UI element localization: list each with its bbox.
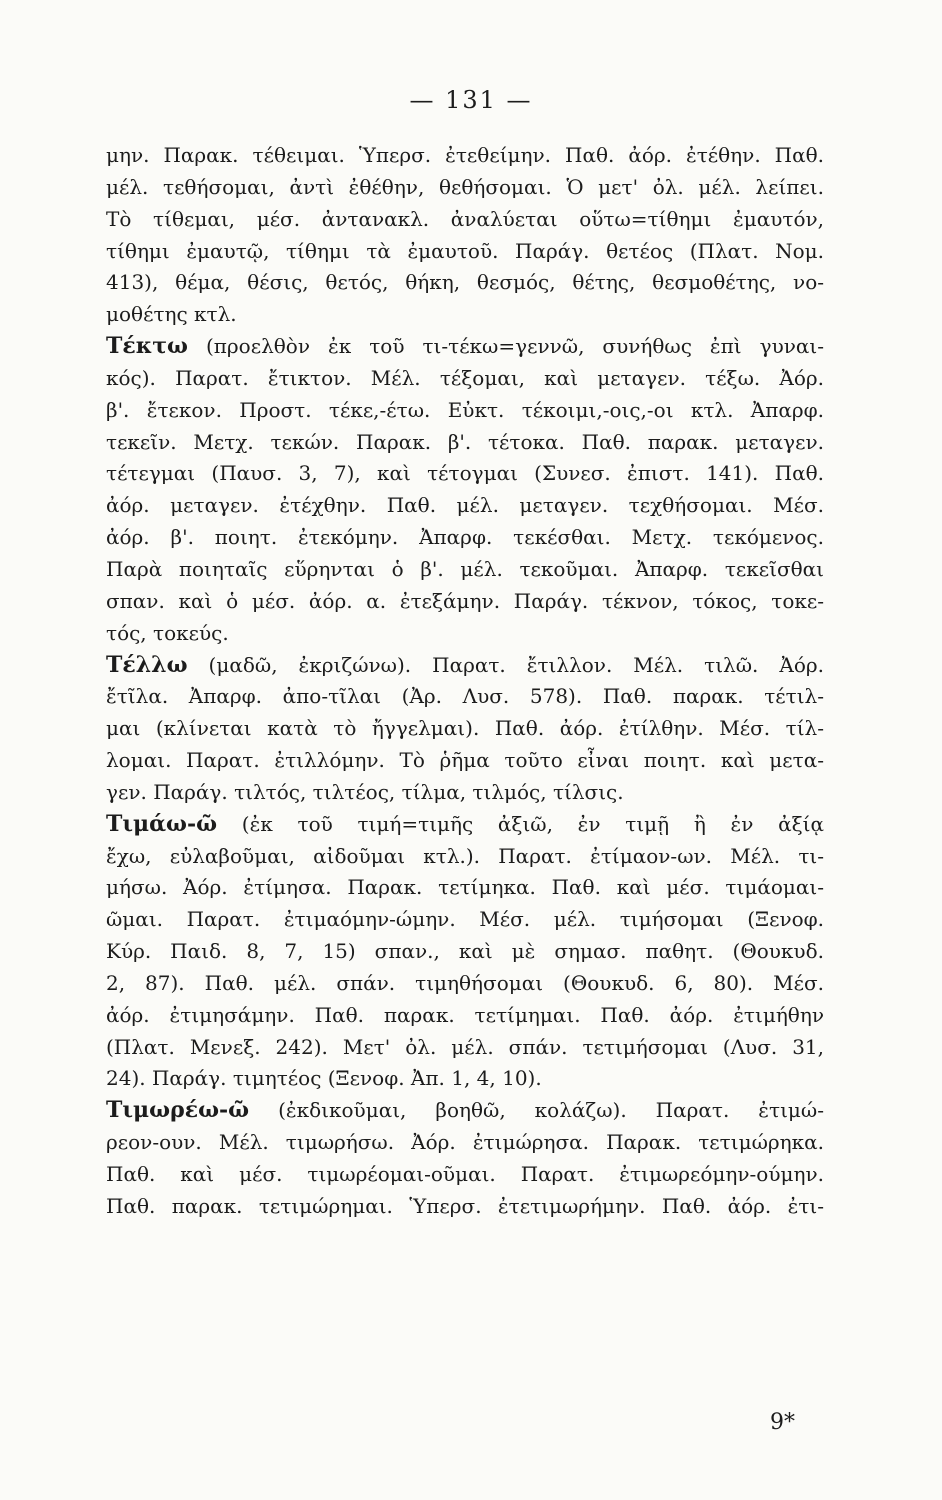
entry-text: ἀόρ. β'. ποιητ. ἐτεκόμην. Ἀπαρφ. τεκέσθαι. Μετχ. τεκόμενος. [106,525,824,550]
entry-text: μην. Παρακ. τέθειμαι. Ὑπερσ. ἐτεθείμην. Παθ. ἀόρ. ἐτέθην. Παθ. [106,143,824,167]
entry-text: Τὸ τίθεμαι, μέσ. ἀντανακλ. ἀναλύεται οὕτω=τίθημι ἐμαυτόν, [106,206,824,231]
entry-text: ῶμαι. Παρατ. ἐτιμαόμην-ώμην. Μέσ. μέλ. τιμήσομαι (Ξενοφ. [106,907,824,932]
entry-text: 2, 87). Παθ. μέλ. σπάν. τιμηθήσομαι (Θουκυδ. 6, 80). Μέσ. [106,970,824,995]
text-line [106,618,824,650]
entry-text: ἔτῖλα. Ἀπαρφ. ἀπο-τῖλαι (Ἀρ. Λυσ. 578). Παθ. παρακ. τέτιλ- [106,684,824,709]
text-line [106,363,824,395]
text-line [106,236,824,268]
entry-text: (προελθὸν ἐκ τοῦ τι-τέκω=γεννῶ, συνήθως ἐπὶ γυναι- [187,334,824,359]
entry-text: γεν. Παράγ. τιλτός, τιλτέος, τίλμα, τιλμός, τίλσις. [106,779,624,804]
entry-text: μαι (κλίνεται κατὰ τὸ ἤγγελμαι). Παθ. ἀόρ. ἐτίλθην. Μέσ. τίλ- [106,716,824,741]
entry-text: λομαι. Παρατ. ἐτιλλόμην. Τὸ ῥῆμα τοῦτο εἶναι ποιητ. καὶ μετα- [106,748,824,773]
text-line [106,1191,824,1223]
entry-text: 413), θέμα, θέσις, θετός, θήκη, θεσμός, θέτης, θεσμοθέτης, νο- [106,270,824,295]
text-line [106,1095,824,1127]
entry-text: (Πλατ. Μενεξ. 242). Μετ' ὀλ. μέλ. σπάν. τετιμήσομαι (Λυσ. 31, [106,1034,824,1059]
dictionary-text [106,140,824,1223]
entry-text: μοθέτης κτλ. [106,302,237,327]
text-line [106,299,824,331]
headword: Τέλλω [106,651,188,678]
headword: Τιμάω-ῶ [106,810,218,837]
text-line [106,1032,824,1064]
text-line [106,427,824,459]
text-line [106,872,824,904]
text-line [106,331,824,363]
entry-text: (ἐκ τοῦ τιμή=τιμῆς ἀξιῶ, ἐν τιμῇ ἢ ἐν ἀξίᾳ [217,811,824,836]
text-line [106,713,824,745]
text-line [106,904,824,936]
text-line [106,395,824,427]
text-line [106,172,824,204]
text-line [106,586,824,618]
entry-text: Κύρ. Παιδ. 8, 7, 15) σπαν., καὶ μὲ σημασ. παθητ. (Θουκυδ. [106,939,824,964]
text-line [106,1000,824,1032]
text-line [106,1159,824,1191]
text-line [106,554,824,586]
entry-text: Παρὰ ποιηταῖς εὕρηνται ὁ β'. μέλ. τεκοῦμαι. Ἀπαρφ. τεκεῖσθαι [106,556,824,581]
entry-text: τέτεγμαι (Παυσ. 3, 7), καὶ τέτογμαι (Συνεσ. ἐπιστ. 141). Παθ. [106,461,824,486]
entry-text: 24). Παράγ. τιμητέος (Ξενοφ. Ἀπ. 1, 4, 10). [106,1066,542,1091]
text-line [106,140,824,172]
headword: Τέκτω [106,333,188,360]
text-line [106,1127,824,1159]
entry-text: μέλ. τεθήσομαι, ἀντὶ ἐθέθην, θεθήσομαι. Ὁ μετ' ὀλ. μέλ. λείπει. [106,174,824,199]
text-line [106,490,824,522]
page-number: — 131 — [409,86,533,114]
signature-mark: 9* [770,1410,795,1435]
text-line [106,968,824,1000]
entry-text: β'. ἔτεκον. Προστ. τέκε,-έτω. Εὐκτ. τέκοιμι,-οις,-οι κτλ. Ἀπαρφ. [106,397,824,422]
text-line [106,681,824,713]
headword: Τιμωρέω-ῶ [106,1097,250,1124]
text-line [106,809,824,841]
entry-text: (μαδῶ, ἐκριζώνω). Παρατ. ἔτιλλον. Μέλ. τιλῶ. Ἀόρ. [187,652,824,677]
entry-text: τός, τοκεύς. [106,620,229,645]
entry-text: ἀόρ. μεταγεν. ἐτέχθην. Παθ. μέλ. μεταγεν. τεχθήσομαι. Μέσ. [106,493,824,518]
text-line [106,458,824,490]
text-line [106,841,824,873]
entry-text: τεκεῖν. Μετχ. τεκών. Παρακ. β'. τέτοκα. Παθ. παρακ. μεταγεν. [106,429,824,454]
entry-text: κός). Παρατ. ἔτικτον. Μέλ. τέξομαι, καὶ μεταγεν. τέξω. Ἀόρ. [106,365,824,390]
text-line [106,936,824,968]
text-line [106,777,824,809]
entry-text: Παθ. καὶ μέσ. τιμωρέομαι-οῦμαι. Παρατ. ἐτιμωρεόμην-ούμην. [106,1162,824,1186]
entry-text: ἀόρ. ἐτιμησάμην. Παθ. παρακ. τετίμημαι. Παθ. ἀόρ. ἐτιμήθην [106,1002,824,1027]
entry-text: (ἐκδικοῦμαι, βοηθῶ, κολάζω). Παρατ. ἐτιμώ- [249,1098,824,1123]
text-line [106,1063,824,1095]
entry-text: σπαν. καὶ ὁ μέσ. ἀόρ. α. ἐτεξάμην. Παράγ. τέκνον, τόκος, τοκε- [106,588,824,613]
entry-text: μήσω. Ἀόρ. ἐτίμησα. Παρακ. τετίμηκα. Παθ. καὶ μέσ. τιμάομαι- [106,875,824,900]
text-line [106,522,824,554]
text-line [106,204,824,236]
text-line [106,745,824,777]
entry-text: ἔχω, εὐλαβοῦμαι, αἰδοῦμαι κτλ.). Παρατ. ἐτίμαον-ων. Μέλ. τι- [106,843,824,868]
entry-text: τίθημι ἐμαυτῷ, τίθημι τὰ ἐμαυτοῦ. Παράγ. θετέος (Πλατ. Νομ. [106,238,824,263]
text-line [106,267,824,299]
entry-text: ρεον-ουν. Μέλ. τιμωρήσω. Ἀόρ. ἐτιμώρησα. Παρακ. τετιμώρηκα. [106,1130,824,1155]
entry-text: Παθ. παρακ. τετιμώρημαι. Ὑπερσ. ἐτετιμωρήμην. Παθ. ἀόρ. ἐτι- [106,1193,824,1218]
text-line [106,650,824,682]
